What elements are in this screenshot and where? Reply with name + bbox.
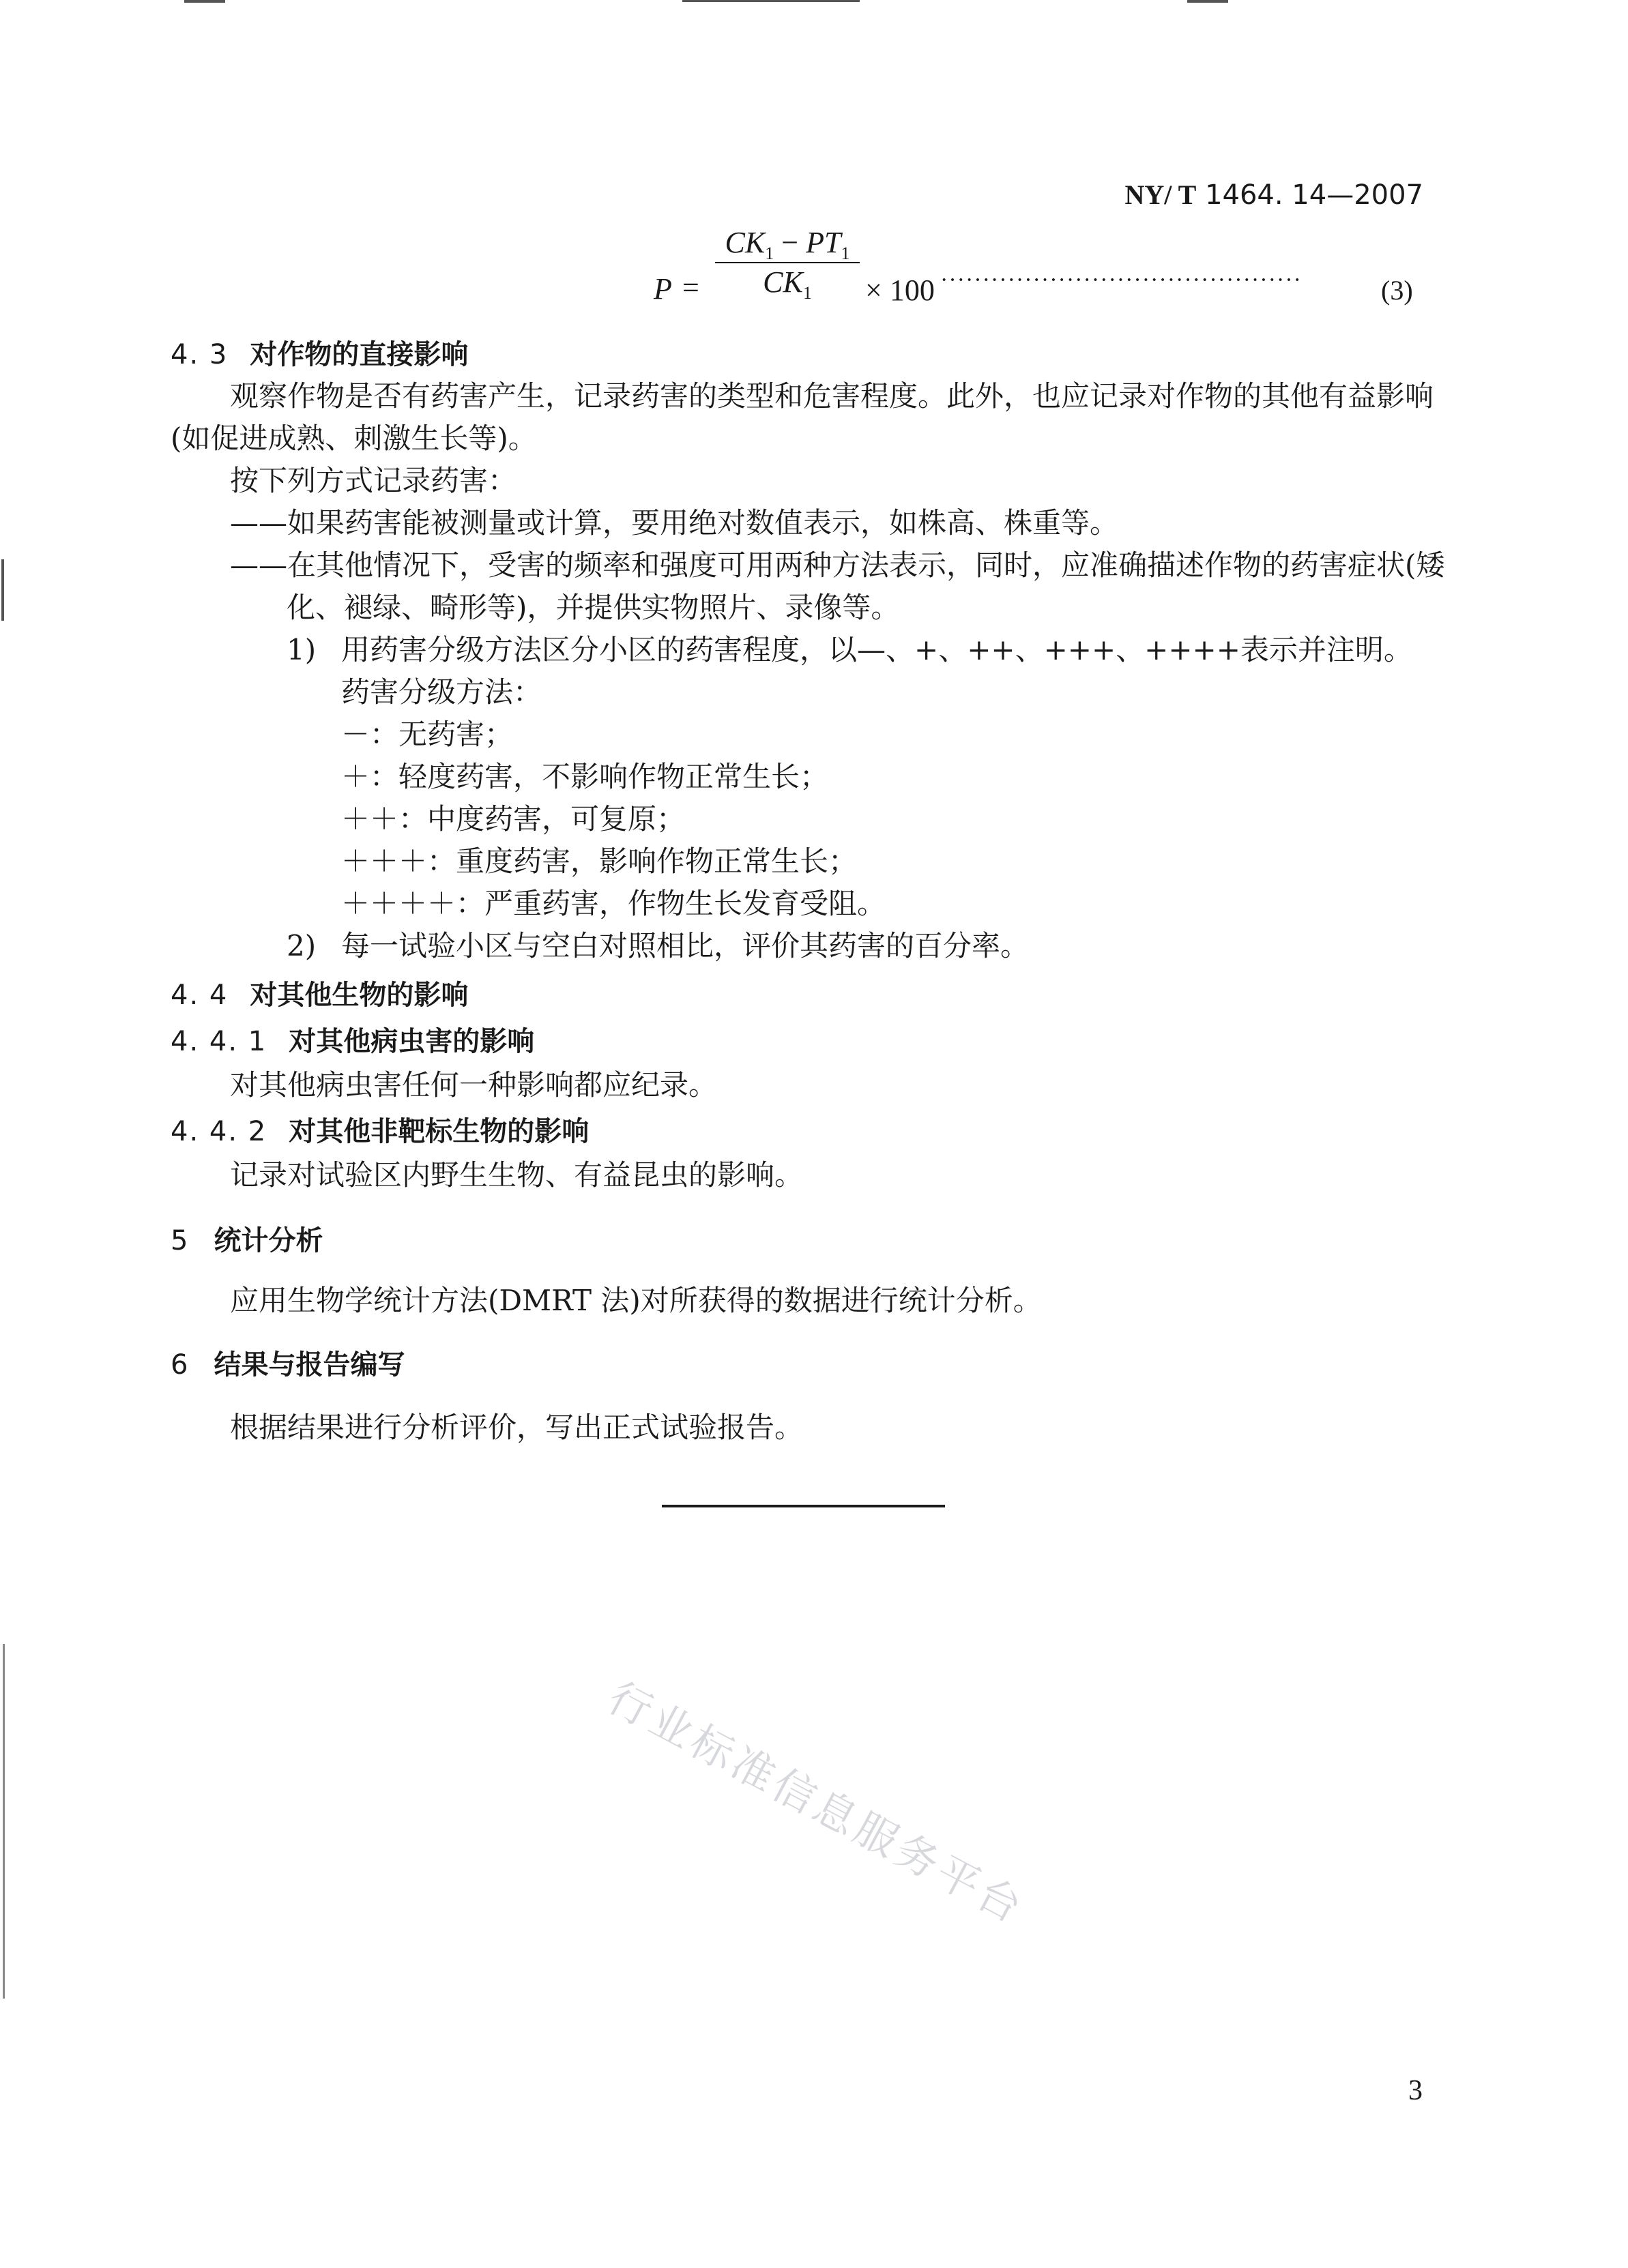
section-5-heading: 5 统计分析 bbox=[171, 1225, 323, 1256]
scan-mark bbox=[1187, 0, 1228, 3]
paragraph: 记录对试验区内野生生物、有益昆虫的影响。 bbox=[230, 1158, 804, 1192]
grade-item: ＋＋＋：重度药害，影响作物正常生长； bbox=[341, 844, 858, 878]
grade-item: ＋＋：中度药害，可复原； bbox=[341, 802, 686, 836]
formula-denominator: $CK_1$ bbox=[763, 265, 812, 303]
list-item: 每一试验小区与空白对照相比，评价其药害的百分率。 bbox=[341, 929, 1030, 962]
scan-mark bbox=[682, 0, 860, 2]
fraction-bar bbox=[715, 262, 860, 263]
paragraph: 根据结果进行分析评价，写出正式试验报告。 bbox=[230, 1411, 804, 1444]
formula-fraction bbox=[715, 225, 860, 304]
formula-equals: = bbox=[682, 271, 699, 304]
paragraph: (如促进成熟、刺激生长等)。 bbox=[171, 422, 537, 455]
grade-item: ＋：轻度药害，不影响作物正常生长； bbox=[341, 760, 829, 793]
grading-title: 药害分级方法： bbox=[341, 675, 542, 709]
section-4-4-heading: 4. 4 对其他生物的影响 bbox=[171, 980, 469, 1011]
scan-mark bbox=[3, 1644, 5, 1999]
list-item: ——在其他情况下，受害的频率和强度可用两种方法表示，同时，应准确描述作物的药害症状(矮 bbox=[230, 548, 1445, 582]
section-4-3-heading: 4. 3 对作物的直接影响 bbox=[171, 339, 469, 370]
formula-numerator: $CK_1 - PT_1$ bbox=[725, 226, 850, 263]
list-item-number: 2) bbox=[287, 929, 317, 962]
formula-times: × 100 bbox=[865, 274, 935, 307]
page-number: 3 bbox=[1408, 2075, 1423, 2106]
grade-item: －：无药害； bbox=[341, 718, 514, 751]
doc-number-prefix: NY/ T bbox=[1124, 179, 1197, 210]
list-item: 用药害分级方法区分小区的药害程度，以—、+、++、+++、++++表示并注明。 bbox=[341, 633, 1412, 666]
watermark: 行业标准信息服务平台 bbox=[600, 1672, 1034, 1934]
formula-number: (3) bbox=[1381, 275, 1413, 306]
paragraph: 按下列方式记录药害： bbox=[230, 464, 517, 497]
doc-number bbox=[1125, 179, 1423, 211]
section-6-heading: 6 结果与报告编写 bbox=[171, 1349, 405, 1381]
formula-leader: ··········································· bbox=[940, 267, 1302, 293]
paragraph: 观察作物是否有药害产生，记录药害的类型和危害程度。此外，也应记录对作物的其他有益影响 bbox=[230, 379, 1434, 413]
scan-mark bbox=[1, 559, 4, 621]
paragraph: 对其他病虫害任何一种影响都应纪录。 bbox=[230, 1068, 718, 1102]
section-4-4-2-heading: 4. 4. 2 对其他非靶标生物的影响 bbox=[171, 1116, 590, 1147]
end-rule bbox=[662, 1505, 945, 1507]
list-item: 化、褪绿、畸形等)，并提供实物照片、录像等。 bbox=[287, 591, 900, 624]
list-item-number: 1) bbox=[287, 633, 317, 666]
doc-number-value: 1464. 14—2007 bbox=[1205, 179, 1423, 211]
scan-mark bbox=[184, 0, 225, 3]
paragraph: 应用生物学统计方法(DMRT 法)对所获得的数据进行统计分析。 bbox=[230, 1284, 1042, 1317]
section-4-4-1-heading: 4. 4. 1 对其他病虫害的影响 bbox=[171, 1026, 535, 1057]
formula-lhs: P bbox=[654, 272, 672, 306]
grade-item: ＋＋＋＋：严重药害，作物生长发育受阻。 bbox=[341, 887, 886, 920]
list-item: ——如果药害能被测量或计算，要用绝对数值表示，如株高、株重等。 bbox=[230, 506, 1119, 540]
